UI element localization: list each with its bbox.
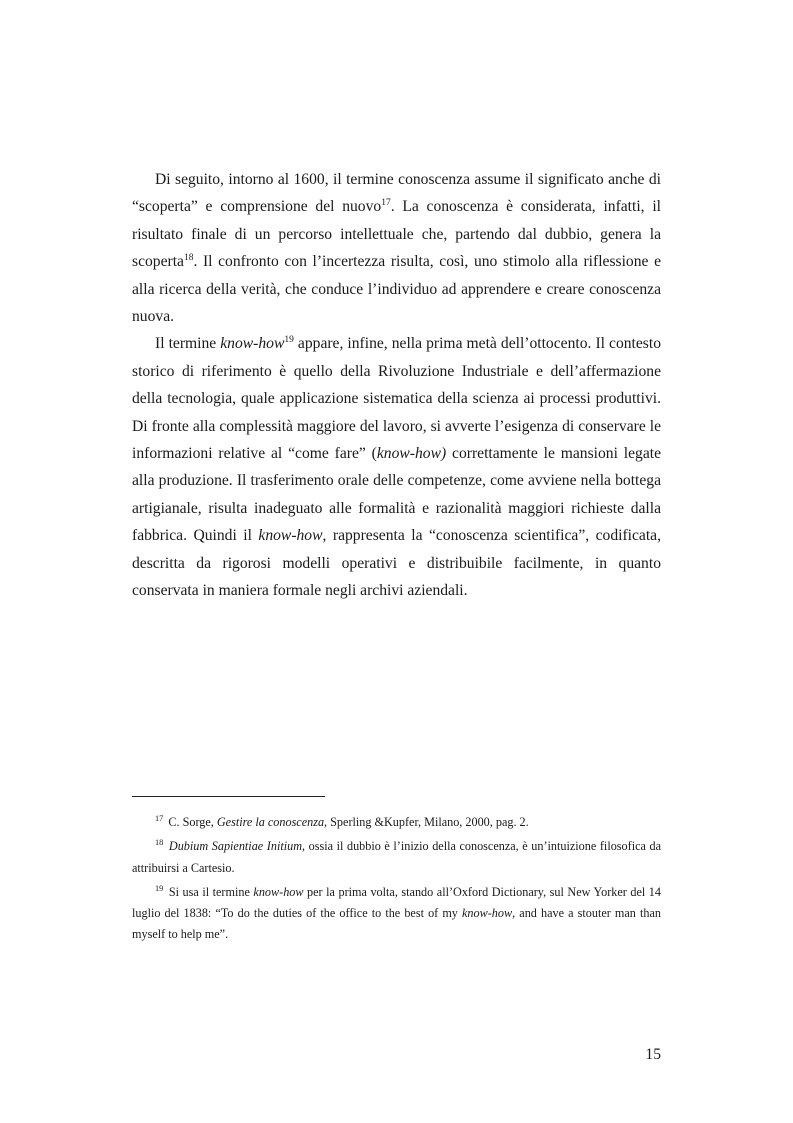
text-run: Sperling &Kupfer, Milano, 2000, pag. 2. [327, 815, 529, 829]
text-run: C. Sorge, [165, 815, 217, 829]
footnote-reference: 17 [381, 198, 391, 209]
paragraph [132, 166, 661, 330]
page-number: 15 [645, 1046, 661, 1063]
text-run: . La conoscenza è considerata, infatti, il risultato finale di un percorso intellettuale che, partendo dal dubbio, genera la scoperta [132, 198, 661, 271]
italic-text: know-how [258, 527, 323, 545]
italic-text: Gestire la conoscenza, [216, 815, 328, 829]
footnote-reference: 19 [284, 335, 294, 346]
footnote-reference: 17 [155, 814, 164, 823]
italic-text: know-how [220, 335, 285, 353]
footnote [132, 836, 661, 879]
footnote [132, 812, 661, 833]
text-run: per la prima volta, stando all’Oxford Dictionary, sul New Yorker del 14 luglio del 1838: “To do the duties of the office to the best of my [132, 884, 661, 921]
text-run: correttamente le mansioni legate alla produzione. Il trasferimento orale delle competenze, come avviene nella bottega artigianale, risulta inadeguato alle formalità e razionalità maggiori richieste dalla fabbrica. Quindi il [132, 445, 661, 545]
text-run: ossia il dubbio è l’inizio della conoscenza, è un’intuizione filosofica da attribuirsi a Cartesio. [132, 839, 661, 875]
italic-text: know-how [253, 884, 304, 899]
footnote-reference: 18 [155, 838, 164, 848]
body-text [132, 166, 661, 605]
paragraph [132, 330, 661, 604]
footnote-reference: 18 [183, 253, 194, 264]
italic-text: know-how) [376, 445, 447, 463]
footnotes [132, 812, 661, 949]
text-run: Si usa il termine [165, 884, 254, 899]
text-run: Di seguito, intorno al 1600, il termine conoscenza assume il significato anche di “scoperta” e comprensione del nuovo [132, 171, 661, 216]
text-run: . Il confronto con l’incertezza risulta, così, uno stimolo alla riflessione e alla ricerca della verità, che conduce l’individuo ad apprendere e creare conoscenza nuova. [132, 253, 661, 326]
text-run: , and have a stouter man than myself to help me”. [132, 906, 661, 942]
text-run: appare, infine, nella prima metà dell’ottocento. Il contesto storico di riferimento è quello della Rivoluzione Industriale e dell’affermazione della tecnologia, quale applicazione sistematica della scienza ai processi produttivi. Di fronte alla complessità maggiore del lavoro, si avverte l’esigenza di conservare le informazioni relative al “come fare” ( [132, 335, 661, 463]
footnote-separator [132, 796, 325, 797]
text-run: , rappresenta la “conoscenza scientifica”, codificata, descritta da rigorosi modelli operativi e distribuibile facilmente, in quanto conservata in maniera formale negli archivi aziendali. [132, 527, 661, 600]
italic-text: Dubium Sapientiae Initium, [168, 839, 306, 854]
text-run: Il termine [155, 335, 221, 353]
footnote-reference: 19 [155, 883, 164, 893]
italic-text: know-how [462, 906, 513, 921]
footnote [132, 882, 661, 946]
